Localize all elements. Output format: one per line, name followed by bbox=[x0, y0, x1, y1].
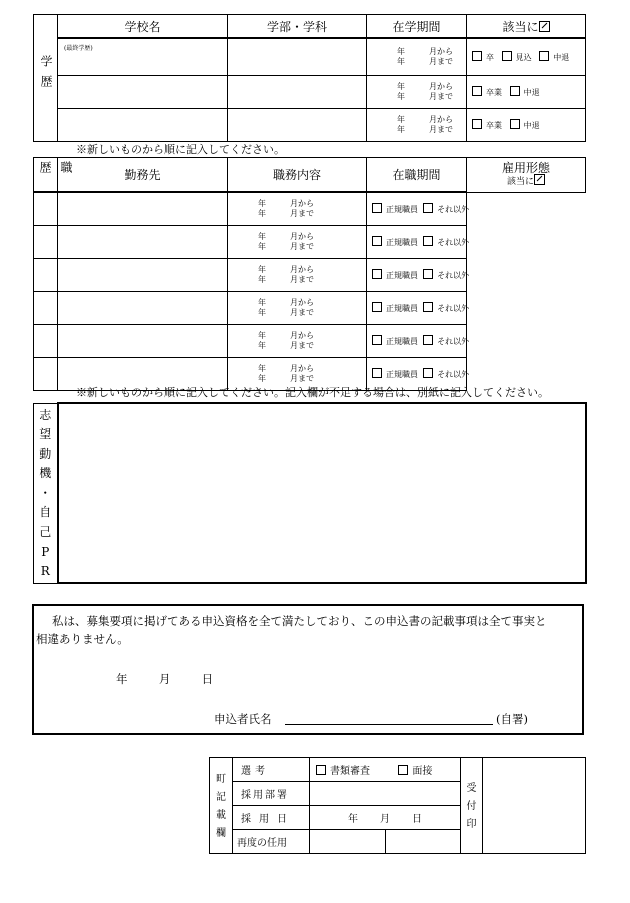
motivation-side-char: 望 bbox=[39, 427, 52, 442]
company-cell[interactable] bbox=[34, 192, 58, 226]
status-cell bbox=[467, 38, 586, 76]
checkbox-icon[interactable] bbox=[423, 203, 433, 213]
hire-day: 日 bbox=[412, 814, 422, 825]
year-label: 年 bbox=[397, 47, 405, 56]
company-cell[interactable] bbox=[34, 292, 58, 325]
month-to-label: 月まで bbox=[290, 275, 314, 284]
year-label: 年 bbox=[397, 125, 405, 134]
month-from-label: 月から bbox=[429, 47, 453, 56]
hire-date-label: 採用日 bbox=[233, 806, 310, 830]
checkbox-icon[interactable] bbox=[472, 86, 482, 96]
employment-status-cell bbox=[367, 325, 470, 358]
receipt-char: 付 bbox=[466, 800, 477, 812]
checkbox-icon[interactable] bbox=[423, 236, 433, 246]
school-cell[interactable] bbox=[58, 76, 228, 109]
checkbox-icon[interactable] bbox=[372, 236, 382, 246]
status-other: それ以外 bbox=[437, 238, 470, 247]
declaration-line1: 私は、募集要項に掲げてある申込資格を全て満たしており、この申込書の記載事項は全て事実と bbox=[52, 614, 547, 628]
office-side-label bbox=[210, 758, 233, 854]
duty-cell[interactable] bbox=[58, 259, 228, 292]
status-regular: 正規職員 bbox=[386, 205, 418, 214]
work-side-text: 職歴 bbox=[38, 161, 73, 181]
motivation-side-char: 自 bbox=[39, 505, 52, 520]
checkbox-icon[interactable] bbox=[539, 51, 549, 61]
date-day: 日 bbox=[201, 672, 214, 686]
motivation-side-char: 動 bbox=[39, 446, 52, 461]
header-applicable bbox=[467, 15, 586, 39]
department-label: 採用部署 bbox=[233, 782, 310, 806]
dept-cell[interactable] bbox=[228, 38, 367, 76]
motivation-side-char: 機 bbox=[39, 466, 52, 481]
status-graduated: 卒業 bbox=[486, 88, 502, 97]
month-to-label: 月まで bbox=[429, 125, 453, 134]
applicant-name-label: 申込者氏名 bbox=[214, 712, 272, 726]
year-label: 年 bbox=[258, 341, 266, 350]
status-graduated: 卒業 bbox=[486, 121, 502, 130]
period-cell[interactable] bbox=[228, 292, 367, 325]
month-from-label: 月から bbox=[429, 82, 453, 91]
period-cell[interactable] bbox=[228, 325, 367, 358]
year-label: 年 bbox=[397, 115, 405, 124]
receipt-char: 受 bbox=[466, 782, 477, 794]
doc-review-label: 書類審査 bbox=[330, 766, 370, 777]
selection-label: 選考 bbox=[233, 758, 310, 782]
dept-cell[interactable] bbox=[228, 109, 367, 142]
header-duty: 職務内容 bbox=[228, 158, 367, 193]
checkbox-icon[interactable] bbox=[510, 119, 520, 129]
declaration-date bbox=[116, 671, 213, 687]
year-label: 年 bbox=[258, 331, 266, 340]
employment-type-label: 雇用形態 bbox=[501, 160, 550, 175]
education-table bbox=[33, 14, 586, 142]
status-withdrawn: 中退 bbox=[523, 121, 540, 130]
month-to-label: 月まで bbox=[290, 242, 314, 251]
motivation-table bbox=[33, 402, 587, 584]
hire-date-field[interactable] bbox=[310, 806, 461, 830]
company-cell[interactable] bbox=[34, 325, 58, 358]
reappointment-field-1[interactable] bbox=[310, 830, 386, 854]
checkbox-icon[interactable] bbox=[372, 368, 382, 378]
year-label: 年 bbox=[258, 275, 266, 284]
final-education-note: (最終学歴) bbox=[64, 45, 93, 52]
status-regular: 正規職員 bbox=[386, 304, 418, 313]
status-other: それ以外 bbox=[437, 271, 470, 280]
header-period: 在職期間 bbox=[367, 158, 467, 193]
period-cell[interactable] bbox=[228, 226, 367, 259]
month-to-label: 月まで bbox=[429, 92, 453, 101]
month-from-label: 月から bbox=[290, 232, 314, 241]
status-withdrawn: 中退 bbox=[553, 53, 570, 62]
status-other: それ以外 bbox=[437, 337, 470, 346]
duty-cell[interactable] bbox=[58, 226, 228, 259]
duty-cell[interactable] bbox=[58, 192, 228, 226]
department-field[interactable] bbox=[310, 782, 461, 806]
hire-month: 月 bbox=[380, 814, 390, 825]
status-other: それ以外 bbox=[437, 205, 470, 214]
receipt-stamp-area[interactable] bbox=[483, 758, 586, 854]
motivation-side-char: R bbox=[40, 564, 50, 579]
month-from-label: 月から bbox=[290, 199, 314, 208]
month-from-label: 月から bbox=[290, 265, 314, 274]
year-label: 年 bbox=[258, 374, 266, 383]
education-side-label bbox=[34, 15, 58, 142]
date-year: 年 bbox=[116, 672, 128, 686]
period-cell[interactable] bbox=[228, 259, 367, 292]
status-other: それ以外 bbox=[437, 304, 470, 313]
applicant-name-field[interactable] bbox=[285, 724, 493, 725]
header-applicable-text: 該当に bbox=[502, 19, 539, 34]
period-cell[interactable] bbox=[367, 38, 467, 76]
header-employment-type bbox=[467, 158, 586, 193]
office-side-char: 載 bbox=[216, 809, 226, 821]
header-dept: 学部・学科 bbox=[228, 15, 367, 39]
office-side-char: 町 bbox=[216, 773, 226, 785]
employment-status-cell bbox=[367, 259, 470, 292]
month-to-label: 月まで bbox=[290, 374, 314, 383]
work-side-label bbox=[34, 158, 73, 193]
checkbox-icon[interactable] bbox=[510, 86, 520, 96]
receipt-stamp-label bbox=[461, 758, 483, 854]
month-from-label: 月から bbox=[290, 364, 314, 373]
school-cell[interactable] bbox=[58, 38, 228, 76]
checkbox-icon[interactable] bbox=[372, 203, 382, 213]
interview-label: 面接 bbox=[412, 766, 433, 777]
duty-cell[interactable] bbox=[58, 325, 228, 358]
duty-cell[interactable] bbox=[58, 292, 228, 325]
year-label: 年 bbox=[258, 232, 266, 241]
receipt-char: 印 bbox=[466, 818, 477, 830]
work-note: ※新しいものから順に記入してください。記入欄が不足する場合は、別紙に記入してください。 bbox=[76, 386, 549, 399]
motivation-side-label bbox=[34, 403, 58, 583]
month-to-label: 月まで bbox=[290, 308, 314, 317]
checkbox-icon[interactable] bbox=[423, 269, 433, 279]
year-label: 年 bbox=[397, 92, 405, 101]
status-regular: 正規職員 bbox=[386, 370, 418, 379]
motivation-side-char: ・ bbox=[39, 485, 52, 500]
checkbox-icon[interactable] bbox=[472, 119, 482, 129]
status-regular: 正規職員 bbox=[386, 238, 418, 247]
motivation-input[interactable] bbox=[58, 403, 586, 583]
checkbox-icon[interactable] bbox=[423, 335, 433, 345]
checkbox-checked-icon bbox=[534, 174, 545, 185]
header-company: 勤務先 bbox=[58, 158, 228, 193]
period-cell[interactable] bbox=[228, 192, 367, 226]
status-cell bbox=[467, 76, 586, 109]
year-label: 年 bbox=[258, 242, 266, 251]
selection-options bbox=[310, 758, 461, 782]
month-to-label: 月まで bbox=[290, 209, 314, 218]
month-from-label: 月から bbox=[429, 115, 453, 124]
year-label: 年 bbox=[397, 82, 405, 91]
office-use-table bbox=[209, 757, 586, 854]
checkbox-checked-icon bbox=[539, 21, 550, 32]
declaration-box bbox=[32, 604, 584, 735]
checkbox-icon[interactable] bbox=[398, 765, 408, 775]
employment-sub-label: 該当に bbox=[506, 176, 534, 187]
checkbox-icon[interactable] bbox=[372, 269, 382, 279]
dept-cell[interactable] bbox=[228, 76, 367, 109]
school-cell[interactable] bbox=[58, 109, 228, 142]
reappointment-field-2[interactable] bbox=[386, 830, 461, 854]
year-label: 年 bbox=[258, 199, 266, 208]
status-regular: 正規職員 bbox=[386, 271, 418, 280]
year-label: 年 bbox=[258, 364, 266, 373]
checkbox-icon[interactable] bbox=[423, 302, 433, 312]
education-note: ※新しいものから順に記入してください。 bbox=[76, 143, 285, 156]
period-cell[interactable] bbox=[367, 109, 467, 142]
checkbox-icon[interactable] bbox=[372, 335, 382, 345]
status-withdrawn: 中退 bbox=[523, 88, 540, 97]
hire-year: 年 bbox=[348, 814, 358, 825]
month-to-label: 月まで bbox=[290, 341, 314, 350]
office-side-char: 記 bbox=[216, 791, 226, 803]
checkbox-icon[interactable] bbox=[472, 51, 482, 61]
year-label: 年 bbox=[397, 57, 405, 66]
year-label: 年 bbox=[258, 209, 266, 218]
year-label: 年 bbox=[258, 308, 266, 317]
motivation-side-char: 志 bbox=[39, 407, 52, 422]
status-regular: 正規職員 bbox=[386, 337, 418, 346]
year-label: 年 bbox=[258, 265, 266, 274]
year-label: 年 bbox=[258, 298, 266, 307]
employment-status-cell bbox=[367, 226, 470, 259]
checkbox-icon[interactable] bbox=[502, 51, 512, 61]
month-to-label: 月まで bbox=[429, 57, 453, 66]
declaration-line2: 相違ありません。 bbox=[36, 632, 129, 646]
checkbox-icon[interactable] bbox=[423, 368, 433, 378]
period-cell[interactable] bbox=[367, 76, 467, 109]
education-side-text: 学歴 bbox=[39, 54, 53, 95]
header-period: 在学期間 bbox=[367, 15, 467, 39]
signature-note: (自署) bbox=[496, 712, 528, 726]
company-cell[interactable] bbox=[34, 358, 58, 391]
company-cell[interactable] bbox=[34, 226, 58, 259]
checkbox-icon[interactable] bbox=[372, 302, 382, 312]
month-from-label: 月から bbox=[290, 331, 314, 340]
company-cell[interactable] bbox=[34, 259, 58, 292]
header-school: 学校名 bbox=[58, 15, 228, 39]
reappointment-label: 再度の任用 bbox=[233, 830, 310, 854]
motivation-side-char: P bbox=[41, 544, 50, 559]
status-graduated: 卒 bbox=[486, 53, 494, 62]
status-other: それ以外 bbox=[437, 370, 470, 379]
motivation-side-char: 己 bbox=[39, 525, 52, 540]
month-from-label: 月から bbox=[290, 298, 314, 307]
checkbox-icon[interactable] bbox=[316, 765, 326, 775]
employment-status-cell bbox=[367, 192, 470, 226]
work-history-table bbox=[33, 157, 586, 391]
status-expected: 見込 bbox=[515, 53, 532, 62]
employment-status-cell bbox=[367, 292, 470, 325]
date-month: 月 bbox=[158, 672, 171, 686]
office-side-char: 欄 bbox=[216, 827, 226, 839]
status-cell bbox=[467, 109, 586, 142]
